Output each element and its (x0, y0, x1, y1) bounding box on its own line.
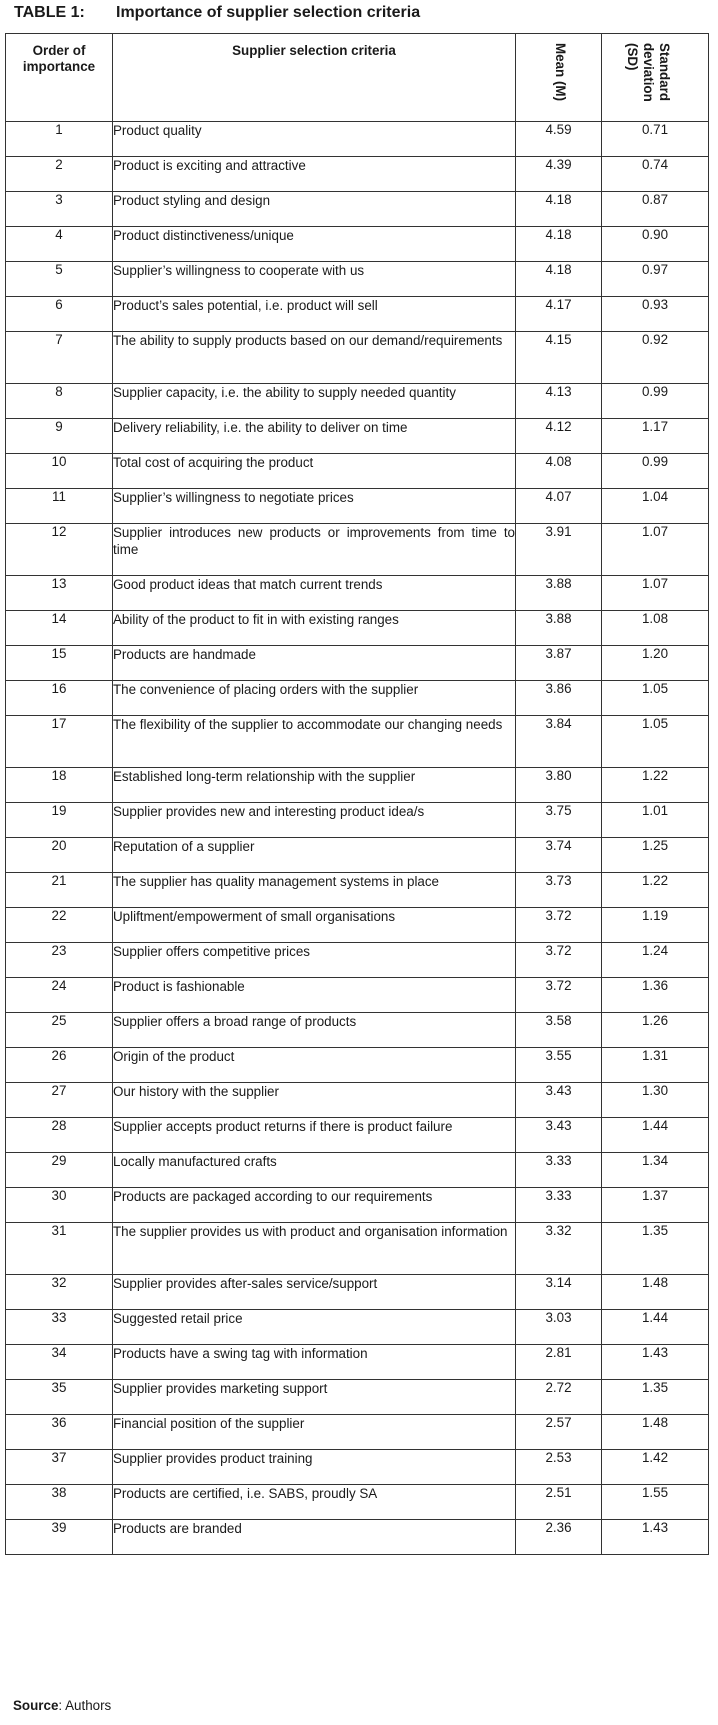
order-cell: 10 (6, 454, 113, 489)
table-row (6, 1450, 709, 1485)
mean-cell: 4.15 (516, 332, 602, 384)
table-row (6, 576, 709, 611)
order-cell: 11 (6, 489, 113, 524)
header-criteria: Supplier selection criteria (113, 34, 516, 122)
header-mean (516, 34, 602, 122)
table-row (6, 1275, 709, 1310)
table-row (6, 646, 709, 681)
table-row (6, 1188, 709, 1223)
criteria-cell: Supplier provides product training (113, 1450, 516, 1485)
sd-cell: 0.99 (602, 384, 709, 419)
criteria-cell: Supplier offers a broad range of products (113, 1013, 516, 1048)
mean-cell: 4.07 (516, 489, 602, 524)
mean-cell: 3.14 (516, 1275, 602, 1310)
criteria-cell: Products are packaged according to our requirements (113, 1188, 516, 1223)
mean-cell: 3.80 (516, 768, 602, 803)
criteria-cell: Our history with the supplier (113, 1083, 516, 1118)
table-row (6, 384, 709, 419)
order-cell: 22 (6, 908, 113, 943)
table-row (6, 1345, 709, 1380)
mean-cell: 3.33 (516, 1153, 602, 1188)
table-row (6, 262, 709, 297)
order-cell: 30 (6, 1188, 113, 1223)
criteria-cell: Upliftment/empowerment of small organisations (113, 908, 516, 943)
sd-cell: 1.22 (602, 768, 709, 803)
order-cell: 31 (6, 1223, 113, 1275)
order-cell: 28 (6, 1118, 113, 1153)
sd-cell: 1.35 (602, 1223, 709, 1275)
criteria-cell: The ability to supply products based on our demand/requirements (113, 332, 516, 384)
header-order (6, 34, 113, 122)
header-mean-label: Mean (M) (552, 43, 568, 102)
table-row (6, 1083, 709, 1118)
sd-cell: 1.48 (602, 1415, 709, 1450)
order-cell: 35 (6, 1380, 113, 1415)
criteria-cell: Product is exciting and attractive (113, 157, 516, 192)
header-sd-line1: Standard (657, 43, 672, 102)
sd-cell: 0.87 (602, 192, 709, 227)
mean-cell: 3.43 (516, 1083, 602, 1118)
criteria-cell: Delivery reliability, i.e. the ability to deliver on time (113, 419, 516, 454)
criteria-cell: Locally manufactured crafts (113, 1153, 516, 1188)
sd-cell: 1.37 (602, 1188, 709, 1223)
table-row (6, 681, 709, 716)
sd-cell: 1.44 (602, 1310, 709, 1345)
criteria-cell: The supplier provides us with product and organisation information (113, 1223, 516, 1275)
mean-cell: 3.55 (516, 1048, 602, 1083)
criteria-cell: Total cost of acquiring the product (113, 454, 516, 489)
table-row (6, 978, 709, 1013)
header-order-line2: importance (22, 59, 96, 74)
criteria-cell: Product is fashionable (113, 978, 516, 1013)
order-cell: 29 (6, 1153, 113, 1188)
table-row (6, 1415, 709, 1450)
table-row (6, 873, 709, 908)
order-cell: 4 (6, 227, 113, 262)
mean-cell: 3.32 (516, 1223, 602, 1275)
order-cell: 14 (6, 611, 113, 646)
order-cell: 1 (6, 122, 113, 157)
criteria-cell: Supplier’s willingness to negotiate prices (113, 489, 516, 524)
criteria-cell: Supplier’s willingness to cooperate with us (113, 262, 516, 297)
criteria-cell: Supplier provides after-sales service/support (113, 1275, 516, 1310)
mean-cell: 2.51 (516, 1485, 602, 1520)
mean-cell: 2.57 (516, 1415, 602, 1450)
order-cell: 19 (6, 803, 113, 838)
table-row (6, 838, 709, 873)
criteria-cell: Supplier capacity, i.e. the ability to supply needed quantity (113, 384, 516, 419)
table-caption (14, 4, 420, 22)
mean-cell: 3.74 (516, 838, 602, 873)
sd-cell: 1.25 (602, 838, 709, 873)
order-cell: 15 (6, 646, 113, 681)
header-sd-line3: (SD) (625, 43, 640, 71)
sd-cell: 0.71 (602, 122, 709, 157)
table-row (6, 227, 709, 262)
mean-cell: 4.17 (516, 297, 602, 332)
criteria-cell: Supplier provides marketing support (113, 1380, 516, 1415)
table-row (6, 524, 709, 576)
mean-cell: 4.12 (516, 419, 602, 454)
table-row (6, 122, 709, 157)
order-cell: 20 (6, 838, 113, 873)
sd-cell: 1.36 (602, 978, 709, 1013)
order-cell: 23 (6, 943, 113, 978)
sd-cell: 1.05 (602, 716, 709, 768)
sd-cell: 1.08 (602, 611, 709, 646)
table-row (6, 943, 709, 978)
mean-cell: 4.59 (516, 122, 602, 157)
sd-cell: 1.35 (602, 1380, 709, 1415)
table-row (6, 1380, 709, 1415)
table-row (6, 297, 709, 332)
mean-cell: 2.81 (516, 1345, 602, 1380)
header-sd (602, 34, 709, 122)
order-cell: 34 (6, 1345, 113, 1380)
order-cell: 37 (6, 1450, 113, 1485)
table-body (6, 122, 709, 1555)
sd-cell: 0.97 (602, 262, 709, 297)
order-cell: 25 (6, 1013, 113, 1048)
sd-cell: 1.55 (602, 1485, 709, 1520)
order-cell: 16 (6, 681, 113, 716)
table-number: TABLE 1: (14, 4, 85, 21)
table-row (6, 419, 709, 454)
mean-cell: 3.73 (516, 873, 602, 908)
mean-cell: 3.84 (516, 716, 602, 768)
criteria-cell: Product’s sales potential, i.e. product will sell (113, 297, 516, 332)
sd-cell: 1.42 (602, 1450, 709, 1485)
table-row (6, 332, 709, 384)
order-cell: 9 (6, 419, 113, 454)
sd-cell: 1.19 (602, 908, 709, 943)
criteria-cell: Product styling and design (113, 192, 516, 227)
criteria-cell: Origin of the product (113, 1048, 516, 1083)
order-cell: 38 (6, 1485, 113, 1520)
order-cell: 32 (6, 1275, 113, 1310)
criteria-cell: The supplier has quality management systems in place (113, 873, 516, 908)
mean-cell: 2.72 (516, 1380, 602, 1415)
order-cell: 7 (6, 332, 113, 384)
mean-cell: 3.43 (516, 1118, 602, 1153)
sd-cell: 0.93 (602, 297, 709, 332)
order-cell: 17 (6, 716, 113, 768)
table-row (6, 1153, 709, 1188)
order-cell: 39 (6, 1520, 113, 1555)
sd-cell: 1.44 (602, 1118, 709, 1153)
table-row (6, 908, 709, 943)
table-row (6, 1310, 709, 1345)
mean-cell: 4.08 (516, 454, 602, 489)
table-row (6, 1013, 709, 1048)
source-text: : Authors (58, 1698, 112, 1713)
sd-cell: 1.17 (602, 419, 709, 454)
mean-cell: 3.72 (516, 978, 602, 1013)
table-row (6, 768, 709, 803)
order-cell: 24 (6, 978, 113, 1013)
mean-cell: 4.18 (516, 227, 602, 262)
source-note (13, 1698, 111, 1713)
table-row (6, 1520, 709, 1555)
criteria-cell: Product distinctiveness/unique (113, 227, 516, 262)
sd-cell: 1.48 (602, 1275, 709, 1310)
mean-cell: 3.86 (516, 681, 602, 716)
criteria-cell: Ability of the product to fit in with existing ranges (113, 611, 516, 646)
order-cell: 27 (6, 1083, 113, 1118)
mean-cell: 3.75 (516, 803, 602, 838)
mean-cell: 3.03 (516, 1310, 602, 1345)
header-order-line1: Order of (32, 43, 86, 58)
criteria-cell: Supplier offers competitive prices (113, 943, 516, 978)
sd-cell: 1.43 (602, 1345, 709, 1380)
table-title: Importance of supplier selection criteria (116, 4, 421, 21)
sd-cell: 1.07 (602, 576, 709, 611)
criteria-cell: Supplier introduces new products or improvements from time to time (113, 524, 516, 576)
sd-cell: 1.43 (602, 1520, 709, 1555)
criteria-cell: Products are certified, i.e. SABS, proudly SA (113, 1485, 516, 1520)
order-cell: 13 (6, 576, 113, 611)
mean-cell: 3.91 (516, 524, 602, 576)
mean-cell: 3.88 (516, 611, 602, 646)
supplier-criteria-table (5, 33, 709, 1555)
mean-cell: 4.39 (516, 157, 602, 192)
order-cell: 36 (6, 1415, 113, 1450)
table-row (6, 489, 709, 524)
order-cell: 6 (6, 297, 113, 332)
criteria-cell: Suggested retail price (113, 1310, 516, 1345)
sd-cell: 1.31 (602, 1048, 709, 1083)
header-sd-line2: deviation (641, 43, 656, 102)
order-cell: 21 (6, 873, 113, 908)
table-row (6, 716, 709, 768)
table-row (6, 1048, 709, 1083)
table-row (6, 454, 709, 489)
sd-cell: 1.22 (602, 873, 709, 908)
criteria-cell: Reputation of a supplier (113, 838, 516, 873)
sd-cell: 1.34 (602, 1153, 709, 1188)
criteria-cell: The flexibility of the supplier to accommodate our changing needs (113, 716, 516, 768)
sd-cell: 0.90 (602, 227, 709, 262)
criteria-cell: Supplier accepts product returns if there is product failure (113, 1118, 516, 1153)
table-row (6, 1118, 709, 1153)
criteria-cell: Product quality (113, 122, 516, 157)
criteria-cell: Good product ideas that match current trends (113, 576, 516, 611)
sd-cell: 1.04 (602, 489, 709, 524)
mean-cell: 3.72 (516, 943, 602, 978)
order-cell: 8 (6, 384, 113, 419)
mean-cell: 3.58 (516, 1013, 602, 1048)
criteria-cell: Established long-term relationship with the supplier (113, 768, 516, 803)
order-cell: 5 (6, 262, 113, 297)
table-row (6, 1223, 709, 1275)
mean-cell: 2.53 (516, 1450, 602, 1485)
criteria-cell: Products have a swing tag with information (113, 1345, 516, 1380)
mean-cell: 3.72 (516, 908, 602, 943)
header-sd-label (624, 43, 672, 102)
criteria-cell: Products are branded (113, 1520, 516, 1555)
criteria-cell: Supplier provides new and interesting product idea/s (113, 803, 516, 838)
sd-cell: 1.20 (602, 646, 709, 681)
sd-cell: 1.24 (602, 943, 709, 978)
source-label: Source (13, 1698, 59, 1713)
sd-cell: 1.05 (602, 681, 709, 716)
criteria-cell: Financial position of the supplier (113, 1415, 516, 1450)
order-cell: 26 (6, 1048, 113, 1083)
sd-cell: 0.99 (602, 454, 709, 489)
mean-cell: 4.18 (516, 192, 602, 227)
sd-cell: 1.30 (602, 1083, 709, 1118)
mean-cell: 2.36 (516, 1520, 602, 1555)
mean-cell: 3.88 (516, 576, 602, 611)
table-row (6, 611, 709, 646)
table-row (6, 803, 709, 838)
mean-cell: 3.87 (516, 646, 602, 681)
table-row (6, 1485, 709, 1520)
table-row (6, 192, 709, 227)
header-row (6, 34, 709, 122)
criteria-cell: The convenience of placing orders with the supplier (113, 681, 516, 716)
order-cell: 33 (6, 1310, 113, 1345)
sd-cell: 1.01 (602, 803, 709, 838)
mean-cell: 3.33 (516, 1188, 602, 1223)
sd-cell: 0.92 (602, 332, 709, 384)
table-row (6, 157, 709, 192)
sd-cell: 1.26 (602, 1013, 709, 1048)
order-cell: 2 (6, 157, 113, 192)
mean-cell: 4.18 (516, 262, 602, 297)
order-cell: 18 (6, 768, 113, 803)
order-cell: 3 (6, 192, 113, 227)
order-cell: 12 (6, 524, 113, 576)
sd-cell: 1.07 (602, 524, 709, 576)
mean-cell: 4.13 (516, 384, 602, 419)
sd-cell: 0.74 (602, 157, 709, 192)
criteria-cell: Products are handmade (113, 646, 516, 681)
